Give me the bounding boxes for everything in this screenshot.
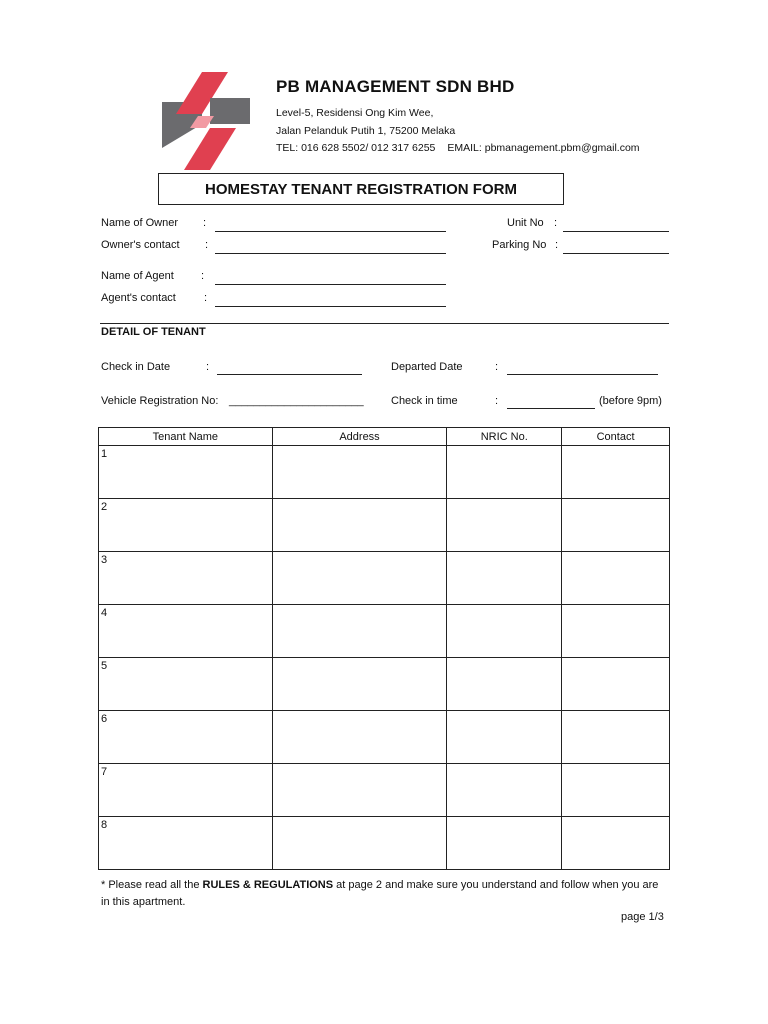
address-cell[interactable] — [272, 552, 447, 605]
checkin-time-field[interactable] — [507, 408, 595, 409]
departed-date-label: Departed Date — [391, 361, 463, 373]
contact-cell[interactable] — [562, 446, 670, 499]
table-row — [99, 658, 670, 711]
nric-cell[interactable] — [447, 552, 562, 605]
email: EMAIL: pbmanagement.pbm@gmail.com — [447, 142, 640, 154]
tenant-name-cell[interactable] — [99, 711, 273, 764]
address-cell[interactable] — [272, 499, 447, 552]
company-logo — [158, 70, 254, 172]
agent-name-label: Name of Agent — [101, 270, 174, 282]
contact-line — [276, 142, 640, 154]
section-heading: DETAIL OF TENANT — [101, 326, 206, 338]
checkin-date-label: Check in Date — [101, 361, 171, 373]
section-divider — [100, 323, 669, 324]
table-header-row — [99, 428, 670, 446]
owner-name-field[interactable] — [215, 231, 446, 232]
contact-cell[interactable] — [562, 817, 670, 870]
header-tenant-name: Tenant Name — [99, 428, 273, 446]
address-line-2: Jalan Pelanduk Putih 1, 75200 Melaka — [276, 125, 456, 137]
table-row — [99, 605, 670, 658]
unit-no-label: Unit No — [507, 217, 544, 229]
row-number: 7 — [101, 766, 108, 778]
parking-no-field[interactable] — [563, 253, 669, 254]
tenant-name-cell[interactable] — [99, 605, 273, 658]
rules-note — [101, 877, 661, 911]
row-number: 2 — [101, 501, 108, 513]
header-address: Address — [272, 428, 447, 446]
contact-cell[interactable] — [562, 605, 670, 658]
form-title: HOMESTAY TENANT REGISTRATION FORM — [158, 173, 564, 205]
row-number: 6 — [101, 713, 108, 725]
vehicle-registration-field[interactable]: ______________________ — [229, 395, 364, 407]
table-row — [99, 817, 670, 870]
table-row — [99, 552, 670, 605]
owner-contact-field[interactable] — [215, 253, 446, 254]
vehicle-registration-label: Vehicle Registration No: — [101, 395, 219, 407]
colon: : — [495, 361, 499, 373]
row-number: 5 — [101, 660, 108, 672]
contact-cell[interactable] — [562, 764, 670, 817]
company-name: PB MANAGEMENT SDN BHD — [276, 77, 515, 96]
nric-cell[interactable] — [447, 658, 562, 711]
tenant-name-cell[interactable] — [99, 446, 273, 499]
contact-cell[interactable] — [562, 499, 670, 552]
row-number: 1 — [101, 448, 108, 460]
table-row — [99, 711, 670, 764]
colon: : — [204, 292, 208, 304]
owner-name-label: Name of Owner — [101, 217, 179, 229]
nric-cell[interactable] — [447, 605, 562, 658]
table-row — [99, 499, 670, 552]
nric-cell[interactable] — [447, 499, 562, 552]
telephone: TEL: 016 628 5502/ 012 317 6255 — [276, 142, 436, 154]
checkin-time-note: (before 9pm) — [599, 395, 662, 407]
checkin-time-label: Check in time — [391, 395, 458, 407]
colon: : — [555, 239, 559, 251]
table-row — [99, 764, 670, 817]
table-row — [99, 446, 670, 499]
nric-cell[interactable] — [447, 764, 562, 817]
note-suffix: at page 2 and make sure you understand and follow when you are in this apartment. — [101, 879, 659, 908]
tenant-name-cell[interactable] — [99, 817, 273, 870]
address-cell[interactable] — [272, 658, 447, 711]
header-nric: NRIC No. — [447, 428, 562, 446]
address-cell[interactable] — [272, 764, 447, 817]
contact-cell[interactable] — [562, 658, 670, 711]
tenant-table — [98, 427, 670, 870]
colon: : — [554, 217, 558, 229]
address-cell[interactable] — [272, 711, 447, 764]
header-contact: Contact — [562, 428, 670, 446]
note-rules-link: RULES & REGULATIONS — [202, 879, 334, 891]
nric-cell[interactable] — [447, 817, 562, 870]
agent-contact-label: Agent's contact — [101, 292, 176, 304]
colon: : — [201, 270, 205, 282]
row-number: 3 — [101, 554, 108, 566]
address-cell[interactable] — [272, 446, 447, 499]
tenant-name-cell[interactable] — [99, 499, 273, 552]
address-line-1: Level-5, Residensi Ong Kim Wee, — [276, 107, 434, 119]
row-number: 4 — [101, 607, 108, 619]
colon: : — [206, 361, 210, 373]
note-prefix: * Please read all the — [101, 879, 203, 891]
owner-contact-label: Owner's contact — [101, 239, 180, 251]
colon: : — [203, 217, 207, 229]
agent-name-field[interactable] — [215, 284, 446, 285]
page-number: page 1/3 — [621, 911, 664, 923]
nric-cell[interactable] — [447, 446, 562, 499]
nric-cell[interactable] — [447, 711, 562, 764]
colon: : — [205, 239, 209, 251]
address-cell[interactable] — [272, 605, 447, 658]
tenant-name-cell[interactable] — [99, 658, 273, 711]
colon: : — [495, 395, 499, 407]
contact-cell[interactable] — [562, 552, 670, 605]
departed-date-field[interactable] — [507, 374, 658, 375]
address-cell[interactable] — [272, 817, 447, 870]
tenant-name-cell[interactable] — [99, 552, 273, 605]
parking-no-label: Parking No — [492, 239, 547, 251]
tenant-name-cell[interactable] — [99, 764, 273, 817]
contact-cell[interactable] — [562, 711, 670, 764]
agent-contact-field[interactable] — [215, 306, 446, 307]
unit-no-field[interactable] — [563, 231, 669, 232]
checkin-date-field[interactable] — [217, 374, 362, 375]
row-number: 8 — [101, 819, 108, 831]
